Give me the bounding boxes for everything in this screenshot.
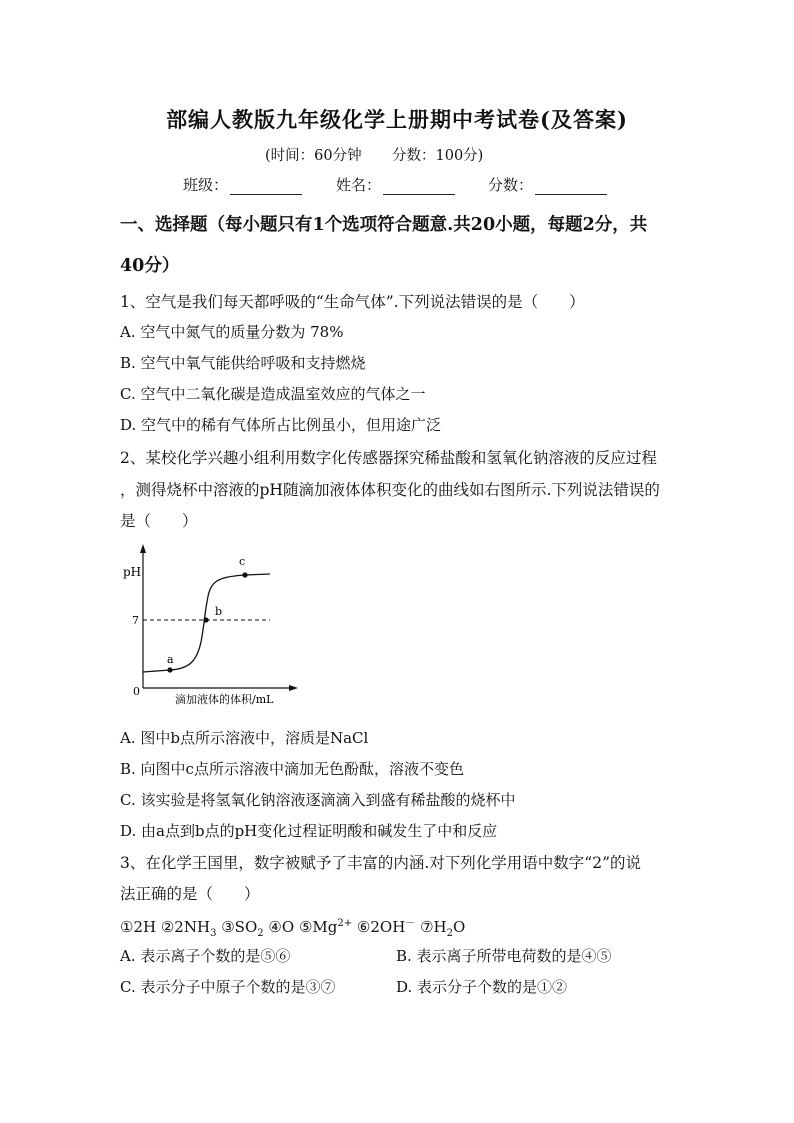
x-axis-arrow xyxy=(289,685,298,691)
q3-formulas xyxy=(120,914,465,939)
y-axis-arrow xyxy=(140,544,146,553)
q2-stem-line3: 是（ ） xyxy=(120,512,198,530)
time-limit: (时间：60分钟 xyxy=(265,148,362,164)
q3-stem-line2: 法正确的是（ ） xyxy=(120,885,260,903)
q2-stem-line1: 2、某校化学兴趣小组利用数字化传感器探究稀盐酸和氢氧化钠溶液的反应过程 xyxy=(120,449,657,467)
class-label: 班级： xyxy=(183,176,229,194)
formula-3: $③SO_2$ xyxy=(221,918,264,939)
formula-1: ①2H xyxy=(120,918,157,936)
q2-option-b: B. 向图中c点所示溶液中滴加无色酚酞，溶液不变色 xyxy=(120,760,464,778)
q2-option-a: A. 图中b点所示溶液中，溶质是NaCl xyxy=(120,729,369,747)
q1-option-c: C. 空气中二氧化碳是造成温室效应的气体之一 xyxy=(120,385,426,403)
q1-option-a: A. 空气中氮气的质量分数为 78% xyxy=(120,323,344,341)
score-label: 分数： xyxy=(488,176,534,194)
name-blank xyxy=(383,179,455,195)
q1-option-d: D. 空气中的稀有气体所占比例虽小，但用途广泛 xyxy=(120,416,442,434)
q3-option-d: D. 表示分子个数的是①② xyxy=(396,978,568,996)
ph-curve xyxy=(143,574,270,672)
q3-stem-line1: 3、在化学王国里，数字被赋予了丰富的内涵.对下列化学用语中数字“2”的说 xyxy=(120,854,642,872)
y-axis-label: pH xyxy=(123,565,142,579)
formula-6: ⑥2OH－ xyxy=(356,918,416,936)
score-blank xyxy=(535,179,607,195)
point-a xyxy=(167,667,172,672)
class-field xyxy=(183,174,302,195)
formula-5: $⑤Mg^{2+}$ xyxy=(298,918,353,936)
point-a-label: a xyxy=(167,653,174,666)
total-score: 分数：100分) xyxy=(392,148,484,164)
section-heading-line1: 一、选择题（每小题只有1个选项符合题意.共20小题，每题2分，共 xyxy=(120,215,648,235)
q1-stem: 1、空气是我们每天都呼吸的“生命气体”.下列说法错误的是（ ） xyxy=(120,293,585,311)
formula-2: $②2NH_3$ xyxy=(160,918,217,939)
formula-7: $⑦H_2O$ xyxy=(420,918,466,939)
point-b-label: b xyxy=(215,605,223,618)
origin-label: 0 xyxy=(133,685,140,698)
point-c xyxy=(242,572,247,577)
point-b xyxy=(203,617,208,622)
q2-option-c: C. 该实验是将氢氧化钠溶液逐滴滴入到盛有稀盐酸的烧杯中 xyxy=(120,791,516,809)
q2-stem-line2: ，测得烧杯中溶液的pH随滴加液体体积变化的曲线如右图所示.下列说法错误的 xyxy=(120,481,660,499)
class-blank xyxy=(230,179,302,195)
q3-option-a: A. 表示离子个数的是⑤⑥ xyxy=(120,947,291,965)
section-heading-line2: 40分） xyxy=(120,256,180,276)
q1-option-b: B. 空气中氧气能供给呼吸和支持燃烧 xyxy=(120,354,366,372)
q3-option-c: C. 表示分子中原子个数的是③⑦ xyxy=(120,978,336,996)
score-field xyxy=(488,174,607,195)
name-field xyxy=(336,174,455,195)
q3-option-b: B. 表示离子所带电荷数的是④⑤ xyxy=(396,947,612,965)
formula-4: ④O xyxy=(268,918,295,936)
page-title: 部编人教版九年级化学上册期中考试卷(及答案) xyxy=(166,107,628,132)
q2-option-d: D. 由a点到b点的pH变化过程证明酸和碱发生了中和反应 xyxy=(120,822,498,840)
ph-curve-chart xyxy=(115,542,305,708)
x-axis-label: 滴加液体的体积/mL xyxy=(175,693,274,706)
point-c-label: c xyxy=(239,555,246,568)
reference-label: 7 xyxy=(132,614,139,627)
name-label: 姓名： xyxy=(336,176,382,194)
